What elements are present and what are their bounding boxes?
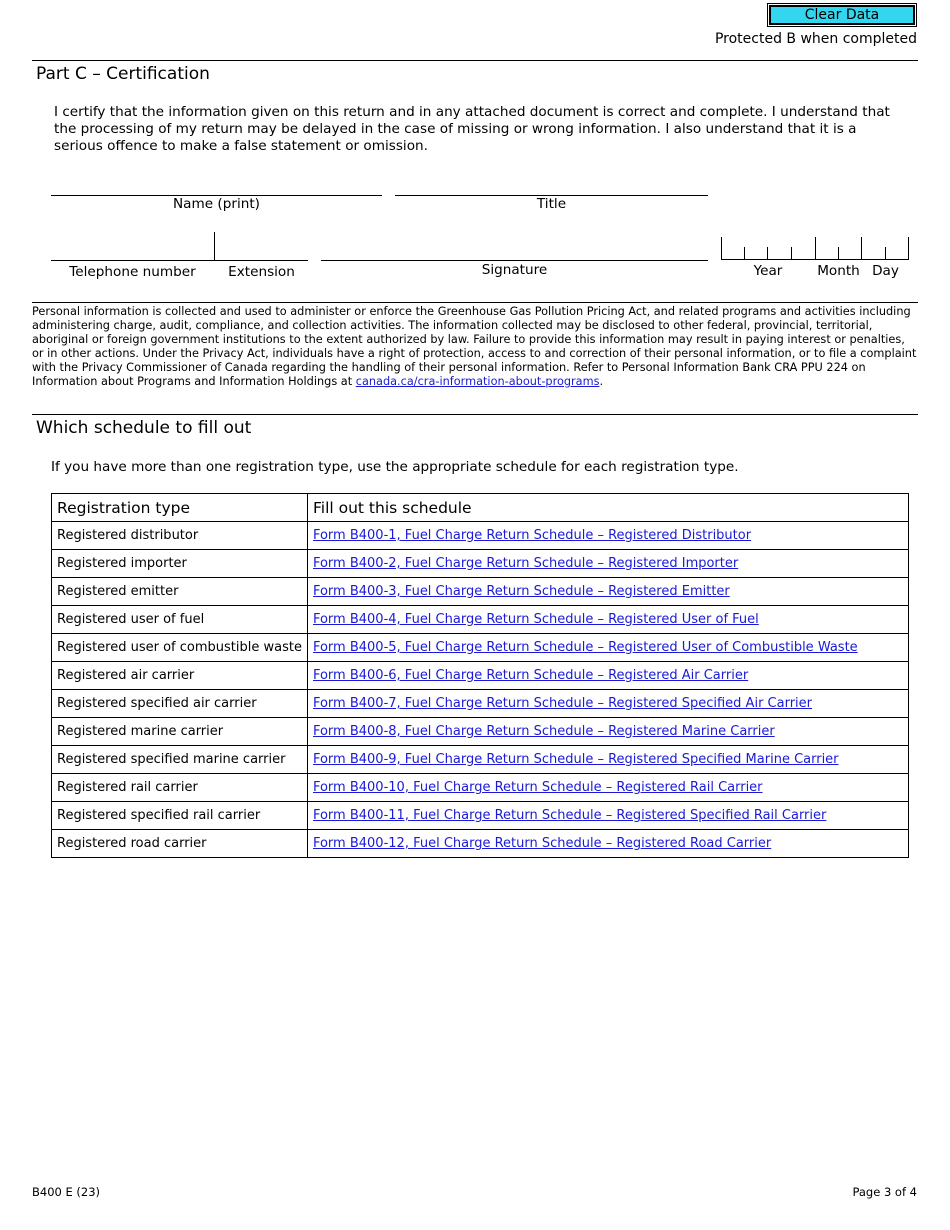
form-link[interactable]: Form B400-8, Fuel Charge Return Schedule – Registered Marine Carrier [312, 724, 775, 739]
schedule-cell [307, 606, 908, 634]
table-row [52, 690, 909, 718]
certification-text: I certify that the information given on this return and in any attached document is correct and complete. I understand that the processing of my return may be delayed in the case of missing or wrong information. I also understand that it is a serious offence to make a false statement or omission. [54, 104, 890, 154]
form-link[interactable]: Form B400-10, Fuel Charge Return Schedule – Registered Rail Carrier [312, 780, 763, 795]
schedule-cell [307, 802, 908, 830]
registration-type-cell: Registered rail carrier [52, 774, 308, 802]
date-tick [908, 237, 909, 260]
form-link[interactable]: Form B400-2, Fuel Charge Return Schedule – Registered Importer [312, 556, 739, 571]
part-c-title: Part C – Certification [36, 64, 210, 84]
registration-type-cell: Registered user of fuel [52, 606, 308, 634]
name-print-field[interactable] [51, 176, 382, 195]
schedule-title: Which schedule to fill out [36, 418, 252, 438]
schedule-cell [307, 634, 908, 662]
table-row [52, 830, 909, 858]
form-code: B400 E (23) [32, 1185, 101, 1199]
schedule-cell [307, 774, 908, 802]
registration-type-cell: Registered marine carrier [52, 718, 308, 746]
registration-type-cell: Registered specified rail carrier [52, 802, 308, 830]
signature-line [321, 260, 708, 261]
extension-label: Extension [228, 264, 295, 280]
table-row [52, 578, 909, 606]
title-label: Title [536, 196, 567, 212]
schedule-cell [307, 746, 908, 774]
table-row [52, 634, 909, 662]
telephone-field[interactable] [51, 240, 214, 260]
telephone-label: Telephone number [69, 264, 196, 280]
registration-type-cell: Registered specified air carrier [52, 690, 308, 718]
table-row [52, 522, 909, 550]
registration-type-cell: Registered importer [52, 550, 308, 578]
date-tick [838, 247, 839, 260]
signature-field[interactable] [321, 232, 708, 260]
table-row [52, 802, 909, 830]
form-link[interactable]: Form B400-7, Fuel Charge Return Schedule – Registered Specified Air Carrier [312, 696, 813, 711]
registration-type-cell: Registered emitter [52, 578, 308, 606]
privacy-text: Personal information is collected and used to administer or enforce the Greenhouse Gas Pollution Pricing Act, and related programs and activities including administering charge, audit, compliance, and collection activities. The information collected may be disclosed to other federal, provincial, territorial, aboriginal or foreign government institutions to the extent authorized by law. Failure to provide this information may result in paying interest or penalties, or in other actions. Under the Privacy Act, individuals have a right of protection, access to and correction of their personal information, or to file a complaint with the Privacy Commissioner of Canada regarding the handling of their personal information. Refer to Personal Information Bank CRA PPU 224 on Information about Programs and Information Holdings at [32, 305, 917, 388]
date-tick [815, 237, 816, 260]
schedule-divider [32, 414, 918, 415]
registration-type-cell: Registered air carrier [52, 662, 308, 690]
table-header-row [52, 494, 909, 522]
section-divider [32, 60, 918, 61]
date-tick [885, 247, 886, 260]
cra-programs-link[interactable]: canada.ca/cra-information-about-programs [355, 375, 600, 388]
schedule-intro: If you have more than one registration type, use the appropriate schedule for each registration type. [51, 459, 739, 475]
schedule-cell [307, 718, 908, 746]
date-tick [767, 247, 768, 260]
schedule-cell [307, 578, 908, 606]
extension-divider [214, 232, 215, 260]
privacy-notice [32, 305, 918, 389]
month-label: Month [817, 263, 860, 279]
schedule-cell [307, 830, 908, 858]
table-row [52, 774, 909, 802]
form-link[interactable]: Form B400-11, Fuel Charge Return Schedule – Registered Specified Rail Carrier [312, 808, 827, 823]
schedule-cell [307, 690, 908, 718]
clear-data-button[interactable]: Clear Data [769, 5, 915, 25]
table-row [52, 550, 909, 578]
registration-type-cell: Registered user of combustible waste [52, 634, 308, 662]
schedule-table [51, 493, 909, 858]
privacy-divider [32, 302, 918, 303]
form-link[interactable]: Form B400-4, Fuel Charge Return Schedule – Registered User of Fuel [312, 612, 759, 627]
day-label: Day [872, 263, 899, 279]
extension-field[interactable] [215, 240, 307, 260]
date-field[interactable] [721, 237, 909, 260]
privacy-trailing: . [599, 375, 604, 388]
title-field[interactable] [395, 176, 708, 195]
protected-label: Protected B when completed [714, 31, 917, 47]
fill-out-schedule-header: Fill out this schedule [307, 494, 908, 522]
date-tick [861, 237, 862, 260]
date-tick [744, 247, 745, 260]
page-number: Page 3 of 4 [852, 1185, 917, 1199]
signature-label: Signature [481, 262, 548, 278]
form-link[interactable]: Form B400-9, Fuel Charge Return Schedule – Registered Specified Marine Carrier [312, 752, 839, 767]
telephone-line [51, 260, 308, 261]
form-link[interactable]: Form B400-12, Fuel Charge Return Schedule – Registered Road Carrier [312, 836, 772, 851]
table-row [52, 662, 909, 690]
schedule-cell [307, 550, 908, 578]
form-link[interactable]: Form B400-5, Fuel Charge Return Schedule – Registered User of Combustible Waste [312, 640, 858, 655]
registration-type-cell: Registered specified marine carrier [52, 746, 308, 774]
table-row [52, 606, 909, 634]
registration-type-cell: Registered distributor [52, 522, 308, 550]
name-print-label: Name (print) [173, 196, 260, 212]
table-row [52, 718, 909, 746]
date-tick [721, 237, 722, 260]
registration-type-header: Registration type [52, 494, 308, 522]
table-row [52, 746, 909, 774]
year-label: Year [753, 263, 783, 279]
form-link[interactable]: Form B400-1, Fuel Charge Return Schedule – Registered Distributor [312, 528, 752, 543]
schedule-cell [307, 522, 908, 550]
form-link[interactable]: Form B400-3, Fuel Charge Return Schedule – Registered Emitter [312, 584, 730, 599]
date-tick [791, 247, 792, 260]
schedule-cell [307, 662, 908, 690]
registration-type-cell: Registered road carrier [52, 830, 308, 858]
form-link[interactable]: Form B400-6, Fuel Charge Return Schedule – Registered Air Carrier [312, 668, 749, 683]
